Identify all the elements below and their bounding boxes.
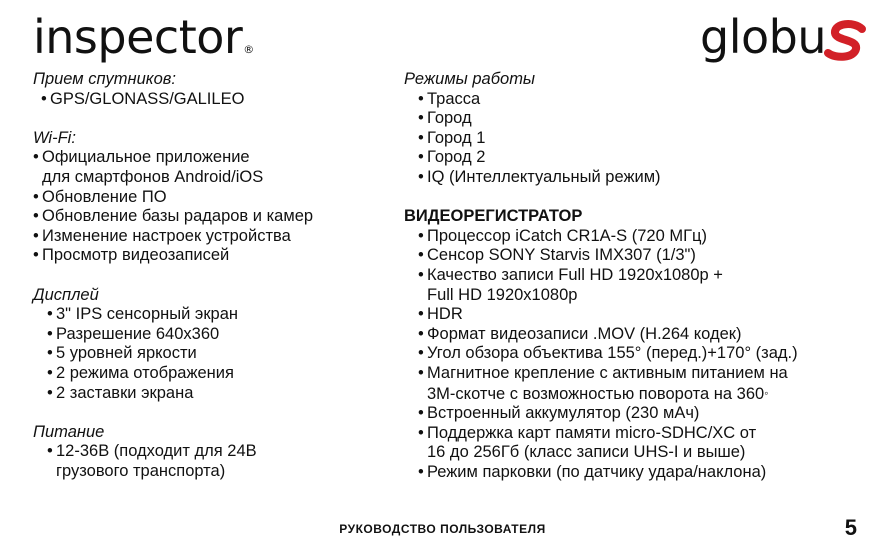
page-number: 5 — [844, 515, 857, 540]
globus-logo-text: globu — [700, 10, 826, 64]
satellites-title: Прием спутников: — [33, 70, 176, 88]
list-item: • Город 1 — [418, 129, 844, 149]
degree-mark: ◦ — [764, 385, 769, 400]
list-item: • GPS/GLONASS/GALILEO — [41, 90, 373, 110]
list-item: • 5 уровней яркости — [47, 344, 373, 364]
list-item-line: грузового транспорта) — [56, 461, 226, 480]
list-item: • Город 2 — [418, 148, 844, 168]
list-item-line: Магнитное крепление с активным питанием на — [427, 363, 788, 382]
list-item: • Трасса — [418, 90, 844, 110]
registered-mark: ® — [243, 43, 254, 56]
list-item — [33, 148, 373, 187]
inspector-logo — [33, 10, 254, 64]
dvr-title: ВИДЕОРЕГИСТРАТОР — [404, 207, 583, 226]
inspector-logo-text: inspector — [33, 10, 243, 64]
list-item-line: 16 до 256Гб (класс записи UHS-I и выше) — [427, 443, 746, 462]
list-item: • Формат видеозаписи .MOV (H.264 кодек) — [418, 325, 844, 345]
list-item: • Город — [418, 109, 844, 129]
list-item-line: Официальное приложение — [42, 148, 250, 167]
list-item-line: 3М-скотче с возможностью поворота на 360 — [427, 384, 765, 403]
display-list — [47, 305, 373, 403]
wifi-title: Wi-Fi: — [33, 128, 76, 147]
list-item-line: 12-36В (подходит для 24В — [56, 442, 257, 461]
list-item — [418, 364, 844, 404]
globus-s-swoosh-icon — [824, 15, 866, 63]
list-item: • Разрешение 640x360 — [47, 325, 373, 345]
globus-logo — [700, 10, 866, 64]
list-item-line: Поддержка карт памяти micro-SDHC/XC от — [427, 423, 757, 442]
display-title: Дисплей — [33, 285, 99, 304]
satellites-list — [41, 90, 373, 110]
left-column — [33, 70, 373, 481]
list-item-line: для смартфонов Android/iOS — [42, 167, 264, 186]
wifi-list — [33, 148, 373, 266]
dvr-list — [418, 227, 844, 483]
list-item: • Процессор iCatch CR1A-S (720 МГц) — [418, 227, 844, 247]
list-item: • 2 режима отображения — [47, 364, 373, 384]
list-item-line: Качество записи Full HD 1920x1080p + — [427, 265, 723, 284]
list-item: • Режим парковки (по датчику удара/наклона) — [418, 463, 844, 483]
list-item: • Обновление ПО — [33, 188, 373, 208]
power-title: Питание — [33, 422, 105, 441]
list-item — [418, 424, 844, 463]
list-item: • Просмотр видеозаписей — [33, 246, 373, 266]
list-item: • 2 заставки экрана — [47, 384, 373, 404]
list-item: • Угол обзора объектива 155° (перед.)+170° (зад.) — [418, 344, 844, 364]
list-item: • Обновление базы радаров и камер — [33, 207, 373, 227]
list-item: • Встроенный аккумулятор (230 мАч) — [418, 404, 844, 424]
list-item: • 3" IPS сенсорный экран — [47, 305, 373, 325]
list-item: • HDR — [418, 305, 844, 325]
modes-list — [418, 90, 844, 188]
list-item: • Сенсор SONY Starvis IMX307 (1/3") — [418, 246, 844, 266]
list-item — [418, 266, 844, 305]
modes-title: Режимы работы — [404, 70, 536, 88]
list-item — [47, 442, 373, 481]
list-item: • IQ (Интеллектуальный режим) — [418, 168, 844, 188]
list-item-line: Full HD 1920x1080p — [427, 285, 578, 304]
footer-title: РУКОВОДСТВО ПОЛЬЗОВАТЕЛЯ — [339, 522, 546, 536]
right-column — [404, 70, 844, 482]
power-list — [47, 442, 373, 481]
list-item: • Изменение настроек устройства — [33, 227, 373, 247]
